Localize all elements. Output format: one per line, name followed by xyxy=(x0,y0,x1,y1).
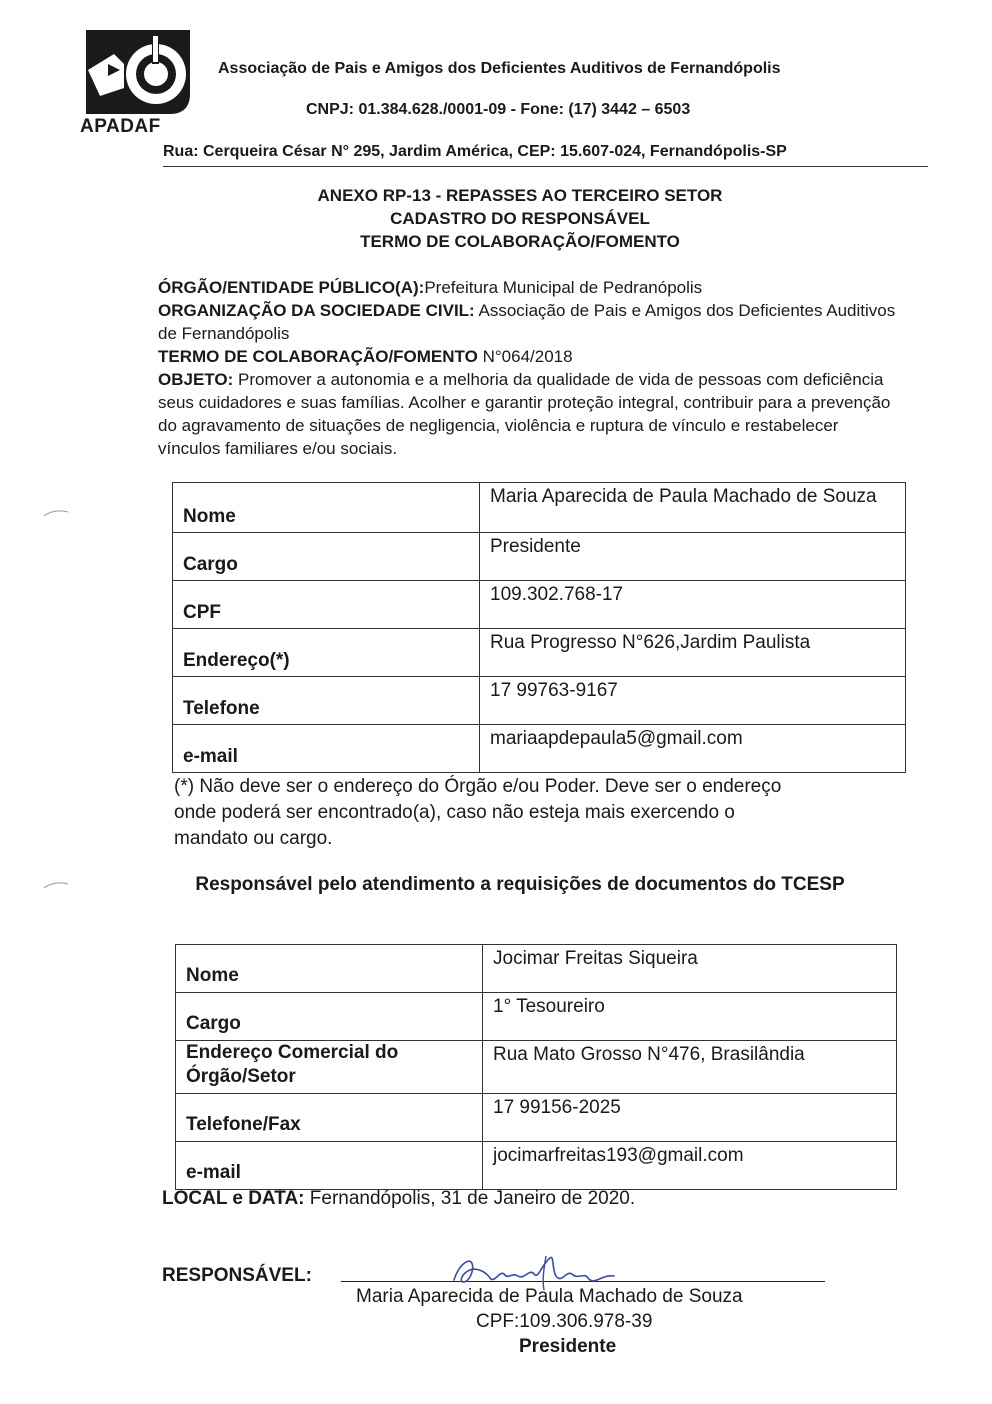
row-label: Nome xyxy=(176,945,483,993)
footnote: (*) Não deve ser o endereço do Órgão e/ou Poder. Deve ser o endereço onde poderá ser encontrado(a), caso não esteja mais exercendo o mandato ou cargo. xyxy=(174,776,782,849)
row-label: Cargo xyxy=(176,993,483,1041)
tcesp-table xyxy=(175,944,897,1190)
org-name: Associação de Pais e Amigos dos Deficientes Auditivos de Fernandópolis xyxy=(218,60,781,77)
table-row xyxy=(173,483,906,533)
row-value: 17 99763-9167 xyxy=(480,677,906,725)
orgao-label: ÓRGÃO/ENTIDADE PÚBLICO(A): xyxy=(158,278,425,297)
row-label: Telefone xyxy=(173,677,480,725)
tcesp-section-title: Responsável pelo atendimento a requisições de documentos do TCESP xyxy=(195,874,845,895)
doc-title-line3: TERMO DE COLABORAÇÃO/FOMENTO xyxy=(360,232,680,251)
table-row xyxy=(173,725,906,773)
table-row xyxy=(173,629,906,677)
table-row xyxy=(176,993,897,1041)
row-value: jocimarfreitas193@gmail.com xyxy=(483,1142,897,1190)
objeto-label: OBJETO: xyxy=(158,370,234,389)
scan-mark xyxy=(42,508,70,518)
signatory-cpf: CPF:109.306.978-39 xyxy=(476,1311,653,1332)
local-data-label: LOCAL e DATA: xyxy=(162,1188,305,1209)
doc-title-line2: CADASTRO DO RESPONSÁVEL xyxy=(390,209,650,228)
info-block xyxy=(158,276,898,460)
objeto-value: Promover a autonomia e a melhoria da qualidade de vida de pessoas com deficiência seus cuidadores e suas famílias. Acolher e garantir proteção integral, contribuir para a prevenção do agravamento de situações de negligencia, violência e ruptura de vínculo e restabelecer vínculos familiares e/ou sociais. xyxy=(158,370,891,458)
responsavel-label: RESPONSÁVEL: xyxy=(162,1265,312,1286)
table-row xyxy=(173,581,906,629)
osc-line xyxy=(158,299,898,345)
row-label: e-mail xyxy=(173,725,480,773)
orgao-line xyxy=(158,276,898,299)
logo-text: APADAF xyxy=(80,116,161,137)
table-row xyxy=(176,1041,897,1094)
table-row xyxy=(173,533,906,581)
local-data xyxy=(162,1188,635,1210)
row-label: Telefone/Fax xyxy=(176,1094,483,1142)
row-value: Rua Progresso N°626,Jardim Paulista xyxy=(480,629,906,677)
local-data-value: Fernandópolis, 31 de Janeiro de 2020. xyxy=(309,1188,636,1209)
row-label: e-mail xyxy=(176,1142,483,1190)
doc-title-line1: ANEXO RP-13 - REPASSES AO TERCEIRO SETOR xyxy=(317,186,723,205)
objeto-line xyxy=(158,368,898,460)
signatory-role: Presidente xyxy=(519,1336,617,1357)
row-value: mariaapdepaula5@gmail.com xyxy=(480,725,906,773)
termo-value: N°064/2018 xyxy=(482,347,573,366)
row-label: Cargo xyxy=(173,533,480,581)
table-row xyxy=(173,677,906,725)
responsavel-table xyxy=(172,482,906,773)
scan-mark xyxy=(42,880,70,890)
row-label: Endereço(*) xyxy=(173,629,480,677)
row-value: Rua Mato Grosso N°476, Brasilândia xyxy=(483,1041,897,1094)
table-row xyxy=(176,1142,897,1190)
signatory-name: Maria Aparecida de Paula Machado de Souza xyxy=(356,1286,743,1307)
osc-value: Associação de Pais e Amigos dos Deficientes Auditivos de Fernandópolis xyxy=(158,301,896,343)
row-value: Maria Aparecida de Paula Machado de Souza xyxy=(480,483,906,533)
header-divider xyxy=(163,166,928,167)
table-row xyxy=(176,945,897,993)
orgao-value: Prefeitura Municipal de Pedranópolis xyxy=(424,278,703,297)
termo-label: TERMO DE COLABORAÇÃO/FOMENTO xyxy=(158,347,478,366)
row-value: Presidente xyxy=(480,533,906,581)
table-row xyxy=(176,1094,897,1142)
row-label: CPF xyxy=(173,581,480,629)
org-address: Rua: Cerqueira César N° 295, Jardim América, CEP: 15.607-024, Fernandópolis-SP xyxy=(163,143,787,160)
termo-line xyxy=(158,345,898,368)
row-label: Endereço Comercial do Órgão/Setor xyxy=(176,1041,483,1094)
cnpj-phone: CNPJ: 01.384.628./0001-09 - Fone: (17) 3442 – 6503 xyxy=(306,101,691,118)
row-value: 1° Tesoureiro xyxy=(483,993,897,1041)
osc-label: ORGANIZAÇÃO DA SOCIEDADE CIVIL: xyxy=(158,301,475,320)
row-value: Jocimar Freitas Siqueira xyxy=(483,945,897,993)
row-value: 109.302.768-17 xyxy=(480,581,906,629)
row-value: 17 99156-2025 xyxy=(483,1094,897,1142)
row-label: Nome xyxy=(173,483,480,533)
